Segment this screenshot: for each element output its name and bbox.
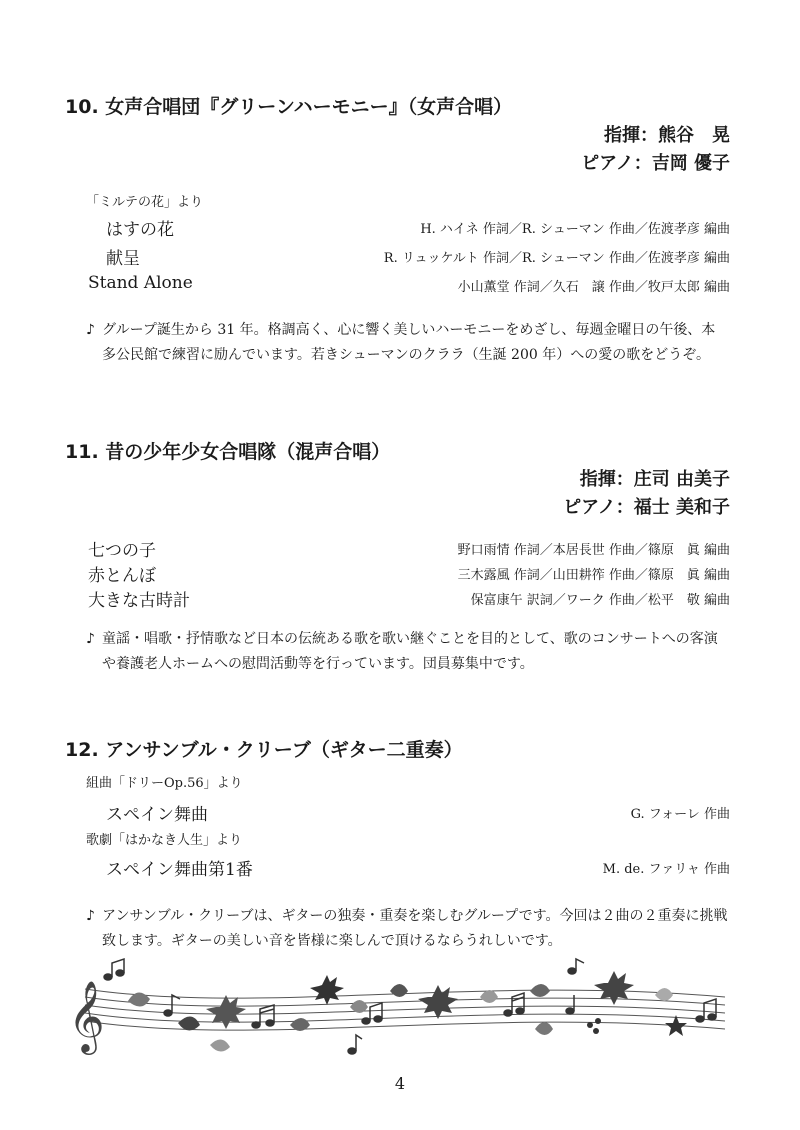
piece-title: 七つの子 xyxy=(88,541,156,561)
leaf-icon xyxy=(480,990,498,1003)
leaf-icon xyxy=(390,984,408,997)
maple-leaf-icon xyxy=(310,975,344,1005)
piece-title: はすの花 xyxy=(106,220,174,240)
piece-credit: R. リュッケルト 作詞／R. シューマン 作曲／佐渡孝彦 編曲 xyxy=(383,251,730,266)
music-note-icon: ♪ xyxy=(86,908,95,924)
piece-title: 献呈 xyxy=(106,249,140,269)
berries-icon xyxy=(587,1018,601,1034)
section-11-title: 11. 昔の少年少女合唱隊（混声合唱） xyxy=(65,441,391,463)
piece-credit: M. de. ファリャ 作曲 xyxy=(602,862,730,877)
section-12-subnote: 歌劇「はかなき人生」より xyxy=(86,833,243,848)
description-text: グループ誕生から 31 年。格調高く、心に響く美しいハーモニーをめざし、毎週金曜日の午後、本多公民館で練習に励んでいます。若きシューマンのクララ（生誕 200 年）への愛の歌をどうぞ。 xyxy=(102,322,716,363)
piece-title: 赤とんぼ xyxy=(88,566,156,586)
music-leaves-decoration xyxy=(60,955,750,1065)
page-number: 4 xyxy=(394,1074,406,1093)
leaf-icon xyxy=(210,1039,230,1051)
piece-credit: 小山薫堂 作詞／久石 譲 作曲／牧戸太郎 編曲 xyxy=(457,280,730,295)
section-11-conductor: 指揮：庄司 由美子 xyxy=(579,469,730,490)
music-note-icon xyxy=(504,993,524,1016)
maple-leaf-icon xyxy=(594,971,634,1005)
leaf-icon xyxy=(178,1016,200,1030)
section-10-description xyxy=(88,318,728,368)
leaf-icon xyxy=(655,988,673,1001)
piece-title: スペイン舞曲第1番 xyxy=(106,860,253,880)
section-12-description xyxy=(88,904,728,954)
music-note-icon: ♪ xyxy=(86,322,95,338)
section-11-description xyxy=(88,627,728,677)
piece-title: Stand Alone xyxy=(88,273,193,293)
description-text: 童謡・唱歌・抒情歌など日本の伝統ある歌を歌い継ぐことを目的として、歌のコンサートへの客演や養護老人ホームへの慰問活動等を行っています。団員募集中です。 xyxy=(102,631,718,672)
music-note-icon xyxy=(568,959,584,974)
maple-leaf-icon xyxy=(206,995,246,1029)
section-10-conductor: 指揮：熊谷 晃 xyxy=(604,125,730,146)
music-note-icon: ♪ xyxy=(86,631,95,647)
section-10-title: 10. 女声合唱団『グリーンハーモニー』（女声合唱） xyxy=(65,96,513,118)
leaf-icon xyxy=(535,1022,553,1035)
section-11-pianist: ピアノ：福士 美和子 xyxy=(563,497,730,518)
piece-credit: 保富康午 訳詞／ワーク 作曲／松平 敬 編曲 xyxy=(470,593,730,608)
piece-credit: 野口雨情 作詞／本居長世 作曲／篠原 眞 編曲 xyxy=(457,543,730,558)
section-10-pianist: ピアノ：吉岡 優子 xyxy=(581,153,730,174)
piece-credit: 三木露風 作詞／山田耕筰 作曲／篠原 眞 編曲 xyxy=(457,568,730,583)
piece-credit: G. フォーレ 作曲 xyxy=(630,807,730,822)
leaf-icon xyxy=(530,984,550,997)
section-10-subnote: 「ミルテの花」より xyxy=(86,195,204,210)
piece-title: 大きな古時計 xyxy=(88,591,190,611)
maple-leaf-icon xyxy=(418,985,458,1019)
music-note-icon xyxy=(348,1035,362,1054)
piece-title: スペイン舞曲 xyxy=(106,805,208,825)
description-text: アンサンブル・クリーブは、ギターの独奏・重奏を楽しむグループです。今回は２曲の２重奏に挑戦致します。ギターの美しい音を皆様に楽しんで頂けるならうれしいです。 xyxy=(102,908,728,949)
music-note-icon xyxy=(104,959,124,980)
music-note-icon xyxy=(252,1005,274,1028)
section-12-subnote: 組曲「ドリーOp.56」より xyxy=(86,776,243,791)
treble-clef-icon: 𝄞 xyxy=(68,979,105,1052)
piece-credit: H. ハイネ 作詞／R. シューマン 作曲／佐渡孝彦 編曲 xyxy=(420,222,730,237)
section-12-title: 12. アンサンブル・クリーブ（ギター二重奏） xyxy=(65,739,463,761)
